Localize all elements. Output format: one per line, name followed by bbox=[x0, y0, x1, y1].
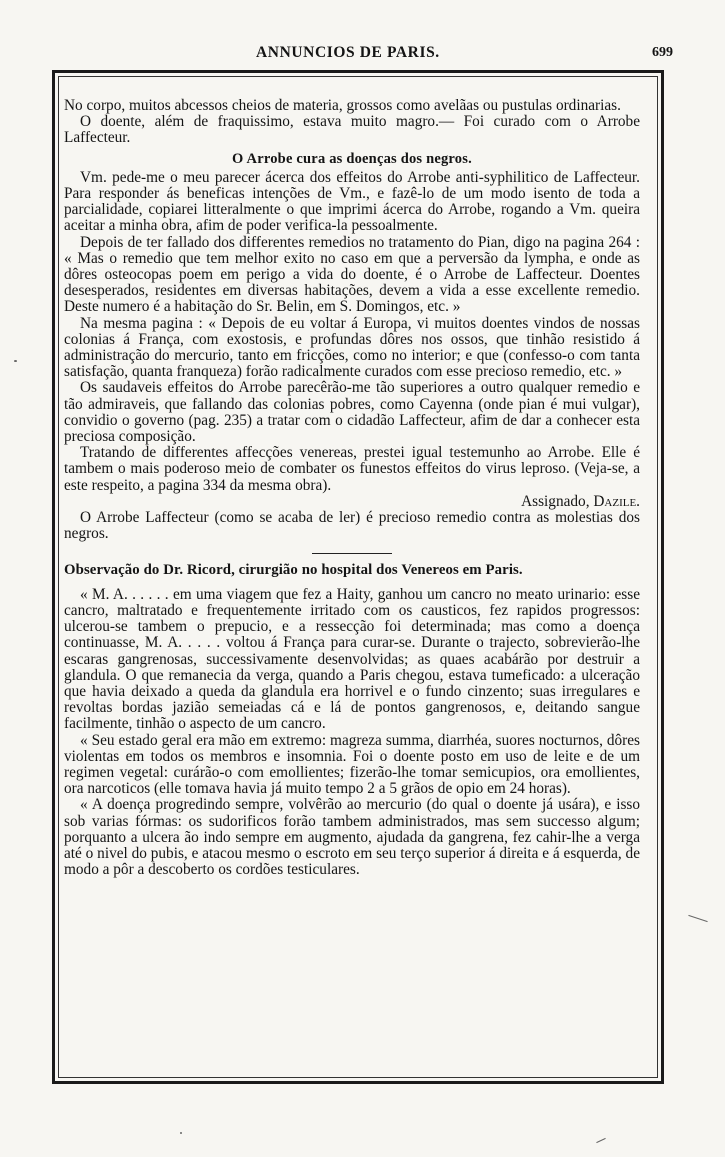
running-title: ANNUNCIOS DE PARIS. bbox=[256, 44, 440, 61]
scan-speck bbox=[180, 1132, 182, 1134]
scan-speck bbox=[596, 1138, 605, 1143]
scan-speck bbox=[14, 360, 17, 362]
paragraph: O doente, além de fraquissimo, estava muito magro.— Foi curado com o Arrobe Laffecteur. bbox=[64, 113, 640, 147]
section-heading-ricord: Observação do Dr. Ricord, cirurgião no hospital dos Venereos em Paris. bbox=[64, 562, 523, 579]
paragraph: Tratando de differentes affecções venereas, prestei igual testemunho ao Arrobe. Elle é tambem o mais poderoso meio de combater os funestos effeitos do virus leproso. (Veja-se, a este respeito, a pagina 334 da mesma obra). bbox=[64, 444, 640, 494]
running-header bbox=[0, 44, 725, 66]
paragraph: Vm. pede-me o meu parecer ácerca dos effeitos do Arrobe anti-syphilitico de Laffecteur. Para responder ás beneficas intenções de Vm., e fazê-lo de um modo isento de toda a parcialidade, copiarei litteralmente o que imprimi ácerca do Arrobe, rogando a Vm. queira aceitar a minha obra, afim de poder verifica-la pessoalmente. bbox=[64, 168, 640, 235]
article-body bbox=[64, 98, 640, 878]
signature-line bbox=[64, 494, 640, 510]
paragraph: « Seu estado geral era mão em extremo: magreza summa, diarrhéa, suores nocturnos, dôres violentas em todos os membros e insomnia. Foi o doente posto em uso de leite e de um regimen vegetal: curárão-o com emollientes; fizerão-lhe tomar semicupios, ora emollientes, ora narcoticos (elle tomava havia já muito tempo 2 a 5 grãos de opio em 24 horas). bbox=[64, 731, 640, 798]
paragraph: Os saudaveis effeitos do Arrobe parecêrão-me tão superiores a outro qualquer remedio e tão admiraveis, que fallando das colonias pobres, como Cayenna (onde pian é mui vulgar), convidio o governo (pag. 235) a tratar com o cidadão Laffecteur, afim de dar a conhecer esta preciosa composição. bbox=[64, 379, 640, 446]
paragraph: Depois de ter fallado dos differentes remedios no tratamento do Pian, digo na pagina 264 : « Mas o remedio que tem melhor exito no caso em que a perversão da lympha, e onde as dôres osteocopas poem em perigo a vida do doente, é o Arrobe de Laffecteur. Doentes desesperados, residentes em diversas habitações, devem a vida a esse excellente remedio. Deste numero é a habitação do Sr. Belin, em S. Domingos, etc. » bbox=[64, 233, 640, 316]
section-divider bbox=[312, 553, 392, 554]
page-number: 699 bbox=[652, 45, 673, 60]
paragraph: No corpo, muitos abcessos cheios de materia, grossos como avelãas ou pustulas ordinarias. bbox=[64, 97, 621, 114]
signature-name: Dazile. bbox=[593, 492, 640, 510]
paragraph: « M. A. . . . . . em uma viagem que fez a Haity, ganhou um cancro no meato urinario: esse cancro, maltratado e frequentemente irritado com os causticos, fez rapidos progressos: ulcerou-se tambem o prepucio, e a ressecção foi determinada; mas como a doença continuasse, M. A. . . . . voltou á França para curar-se. Durante o trajecto, sobrevierão-lhe escaras gangrenosas, successivamente desenvolvidas; as quaes acabárão por destruir a glandula. O que remanecia da verga, quando a Paris chegou, estava tumeficado: a ulceração que havia deixado a queda da glandula era horrivel e o fundo cinzento; suas irregulares e revoltas bordas jazião semeiadas cá e lá de pontos gangrenosos, e, deitando sangue facilmente, tinhão o aspecto de um cancro. bbox=[64, 585, 640, 733]
scan-speck bbox=[688, 915, 707, 922]
paragraph: Na mesma pagina : « Depois de eu voltar á Europa, vi muitos doentes vindos de nossas colonias á França, com exostosis, e profundas dôres nos ossos, que tinhão resistido á administração do mercurio, tanto em fricções, como no interior; e que (confesso-o com tanta satisfação, quanta franqueza) forão radicalmente curados com esse precioso remedio, etc. » bbox=[64, 314, 640, 381]
paragraph: « A doença progredindo sempre, volvêrão ao mercurio (do qual o doente já usára), e isso sob varias fórmas: os sudorificos forão tambem administrados, mas sem successo algum; porquanto a ulcera ão indo sempre em augmento, ajudada da gangrena, fez cahir-lhe a verga até o nivel do pubis, e atacou mesmo o escroto em seu terço superior á direita e á esquerda, de modo a pôr a descoberto os cordões testiculares. bbox=[64, 796, 640, 879]
section-heading-negros: O Arrobe cura as doenças dos negros. bbox=[232, 150, 472, 167]
paragraph: O Arrobe Laffecteur (como se acaba de ler) é precioso remedio contra as molestias dos negros. bbox=[64, 509, 640, 543]
signature-label: Assignado, bbox=[521, 492, 590, 510]
